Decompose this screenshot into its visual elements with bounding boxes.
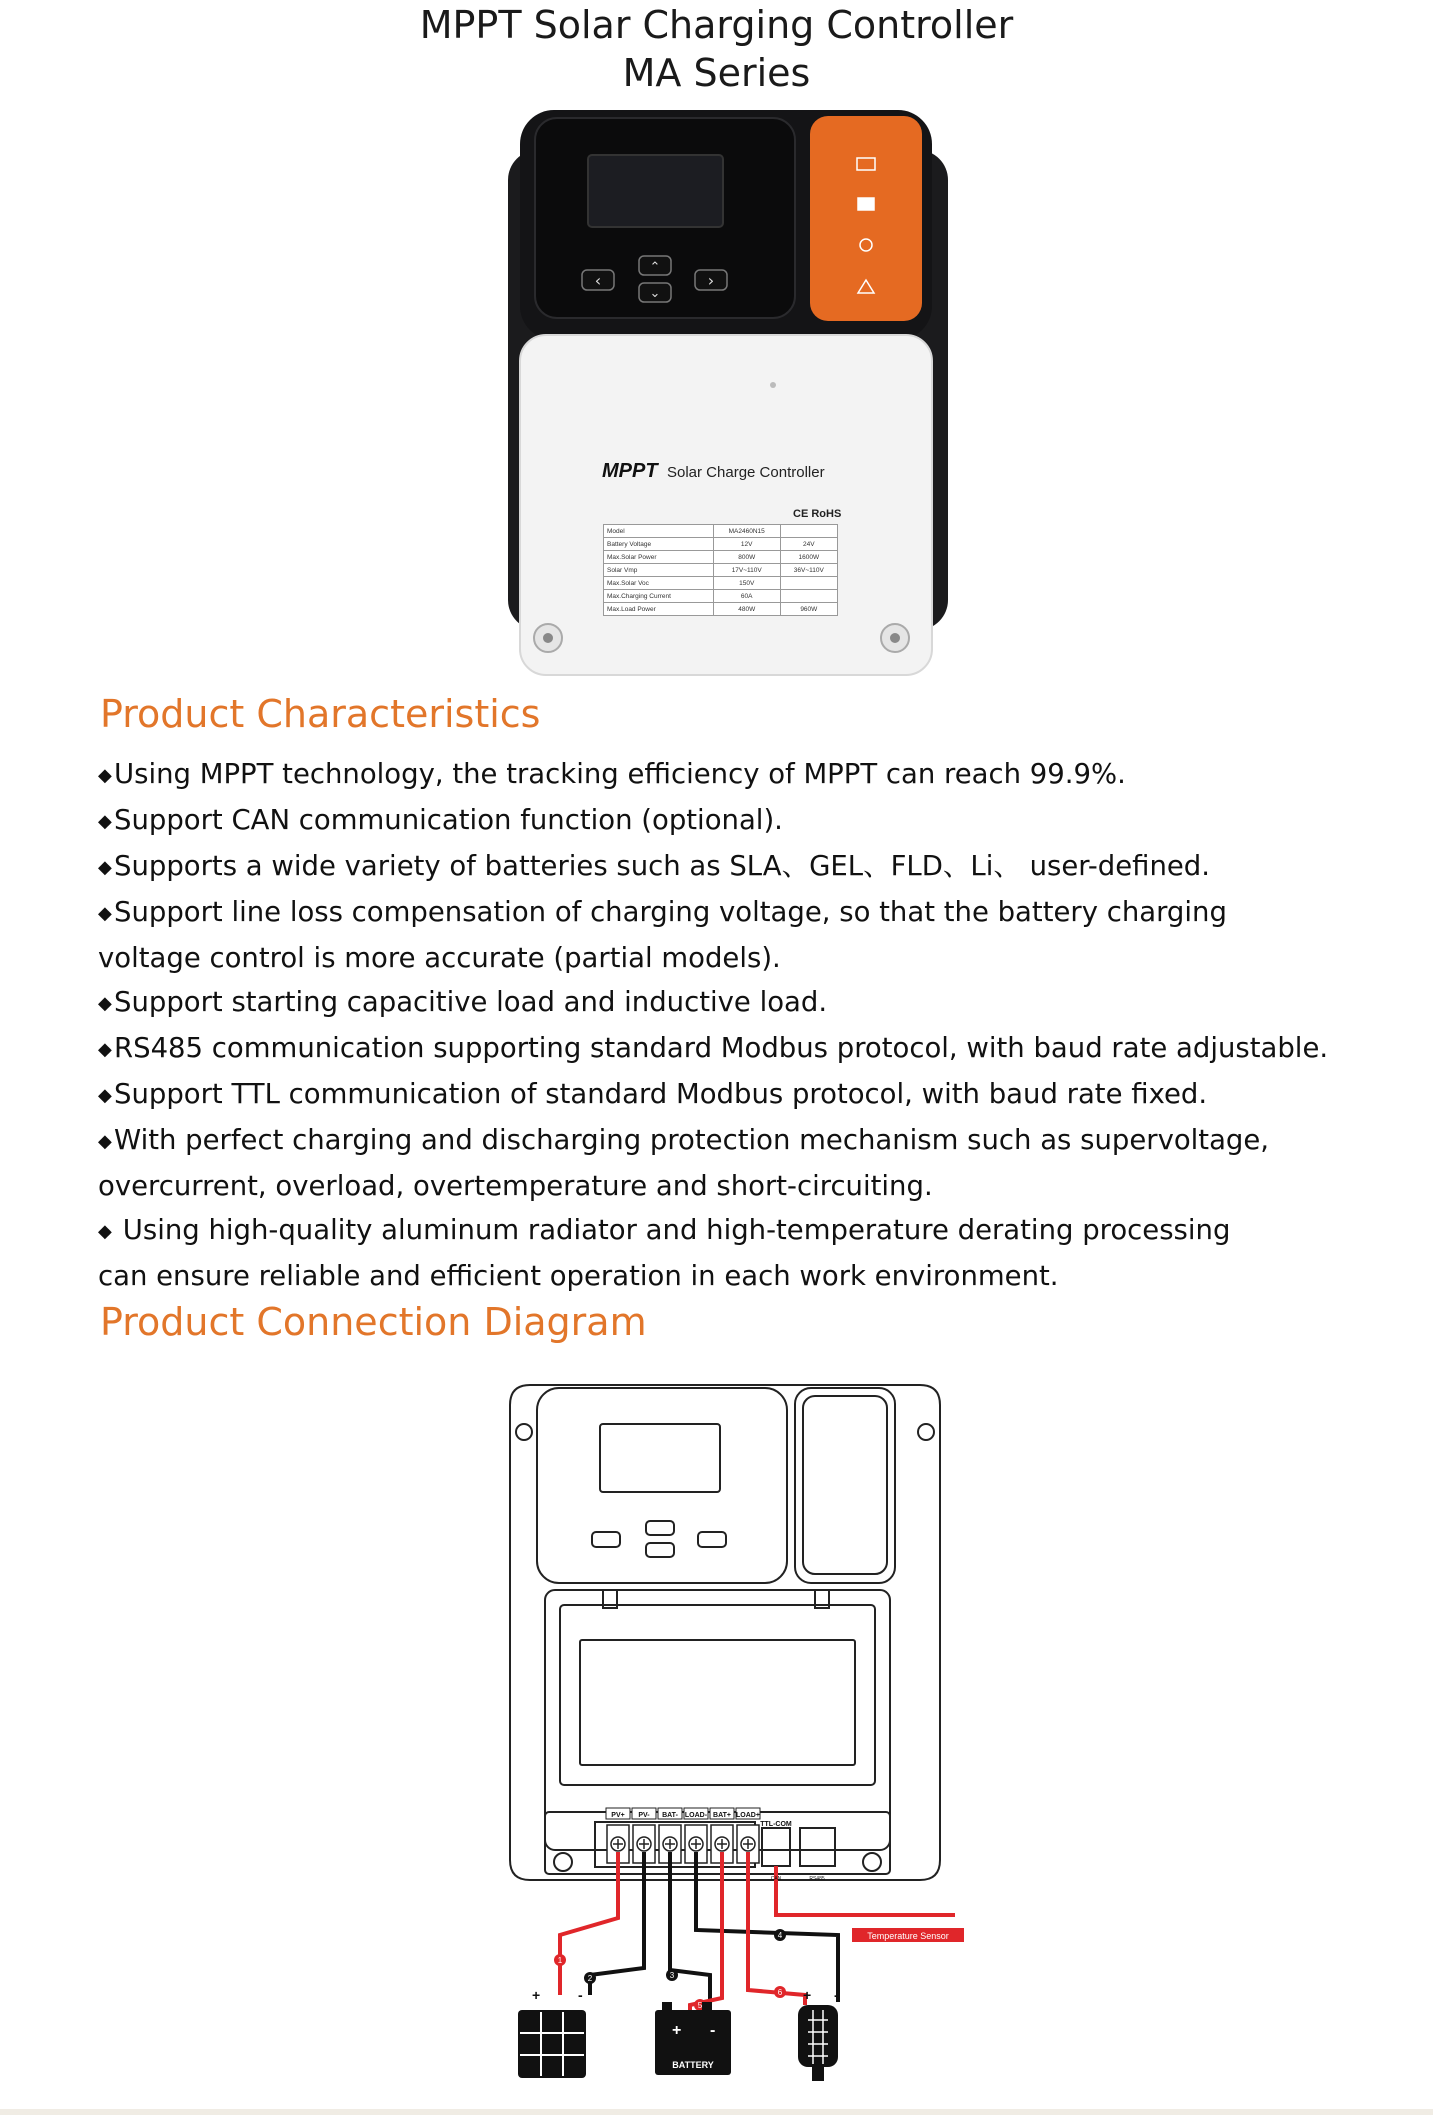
diagram-left-button (592, 1532, 620, 1547)
bullet-icon: ◆ (98, 1131, 112, 1152)
battery-plus: + (672, 2022, 682, 2039)
wire-number: 1 (557, 1956, 563, 1965)
diagram-down-button (646, 1543, 674, 1557)
wire-number: 5 (697, 2001, 703, 2010)
diagram-lcd (600, 1424, 720, 1492)
terminal-label: PV+ (611, 1812, 625, 1819)
diagram-display-panel (537, 1388, 787, 1583)
page-title-line1: MPPT Solar Charging Controller (419, 3, 1014, 47)
spec-cell: Max.Solar Power (604, 551, 714, 564)
diagram-window (580, 1640, 855, 1765)
bullet-icon: ◆ (98, 1039, 112, 1060)
wire-number: 4 (777, 1931, 783, 1940)
bullet-icon: ◆ (98, 1221, 112, 1242)
characteristic-item: can ensure reliable and efficient operation in each work environment. (98, 1260, 1059, 1292)
spec-cell: Battery Voltage (604, 538, 714, 551)
battery-label: BATTERY (672, 2060, 714, 2070)
svg-text:⌃: ⌃ (649, 260, 661, 275)
spec-cell: Max.Charging Current (604, 590, 714, 603)
mount-hole (516, 1424, 532, 1440)
diagram-right-button (698, 1532, 726, 1547)
can-port-label: CAN (770, 1876, 782, 1882)
characteristic-item: ◆Support starting capacitive load and inductive load. (98, 980, 1358, 1026)
characteristic-item: ◆Support line loss compensation of charging voltage, so that the battery charging (98, 890, 1358, 936)
characteristics-heading: Product Characteristics (100, 692, 541, 736)
spec-cell: Max.Solar Voc (604, 577, 714, 590)
page-title-line2: MA Series (622, 51, 811, 95)
wire-number: 6 (777, 1988, 783, 1997)
characteristic-item: voltage control is more accurate (partial models). (98, 942, 781, 974)
bullet-icon: ◆ (98, 993, 112, 1014)
spec-cell: Model (604, 525, 714, 538)
characteristic-item: ◆Using MPPT technology, the tracking efficiency of MPPT can reach 99.9%. (98, 752, 1358, 798)
certification-marks: CE RoHS (793, 508, 842, 520)
bottom-strip (0, 2109, 1433, 2115)
spec-cell: 1600W (780, 551, 837, 564)
bullet-icon: ◆ (98, 811, 112, 832)
temperature-sensor-label: Temperature Sensor (867, 1931, 949, 1941)
ttl-port-label: TTL-COM (760, 1821, 792, 1828)
spec-cell: Solar Vmp (604, 564, 714, 577)
terminal-label: BAT+ (713, 1812, 731, 1819)
terminal-label: LOAD- (684, 1812, 708, 1819)
diagram-screw (863, 1853, 881, 1871)
characteristic-item: ◆Supports a wide variety of batteries such as SLA、GEL、FLD、Li、 user-defined. (98, 844, 1358, 890)
bullet-icon: ◆ (98, 903, 112, 924)
terminal-label: PV- (638, 1812, 650, 1819)
spec-cell: MA2460N15 (713, 525, 780, 538)
svg-text:⌄: ⌄ (649, 286, 661, 301)
spec-cell: 150V (713, 577, 780, 590)
diagram-heading: Product Connection Diagram (100, 1300, 647, 1344)
terminal-label: BAT- (662, 1812, 678, 1819)
polarity-plus: + (803, 1987, 812, 2003)
device-label-brand: MPPT (602, 460, 658, 482)
spec-cell: 24V (780, 538, 837, 551)
characteristic-item: ◆Support CAN communication function (optional). (98, 798, 1358, 844)
diagram-up-button (646, 1521, 674, 1535)
characteristic-item: overcurrent, overload, overtemperature and short-circuiting. (98, 1170, 933, 1202)
svg-text:‹: ‹ (594, 271, 602, 290)
spec-cell: 960W (780, 603, 837, 616)
svg-text:›: › (707, 271, 715, 290)
device-label-subtitle: Solar Charge Controller (667, 464, 825, 481)
polarity-minus: - (834, 1987, 839, 2003)
spec-cell: 12V (713, 538, 780, 551)
bullet-icon: ◆ (98, 857, 112, 878)
rs485-port (800, 1828, 835, 1866)
spec-cell: 480W (713, 603, 780, 616)
spec-cell: 60A (713, 590, 780, 603)
battery-minus: - (710, 2022, 716, 2039)
solar-panel-icon (518, 2010, 586, 2078)
terminal-label: LOAD+ (736, 1812, 760, 1819)
polarity-plus: + (532, 1987, 541, 2003)
spec-cell: 800W (713, 551, 780, 564)
spec-cell: 36V~110V (780, 564, 837, 577)
diagram-screw (554, 1853, 572, 1871)
spec-cell: 17V~110V (713, 564, 780, 577)
characteristic-item: ◆ Using high-quality aluminum radiator and high-temperature derating processing (98, 1208, 1358, 1254)
wire-number: 3 (669, 1971, 675, 1980)
wire-number: 2 (587, 1974, 593, 1983)
spec-cell: Max.Load Power (604, 603, 714, 616)
ttl-port (762, 1828, 790, 1866)
rs485-port-label: RS485 (809, 1876, 825, 1882)
polarity-minus: - (578, 1987, 583, 2003)
characteristic-item: ◆Support TTL communication of standard Modbus protocol, with baud rate fixed. (98, 1072, 1358, 1118)
bullet-icon: ◆ (98, 1085, 112, 1106)
characteristic-item: ◆RS485 communication supporting standard Modbus protocol, with baud rate adjustable. (98, 1026, 1358, 1072)
characteristic-item: ◆With perfect charging and discharging protection mechanism such as supervoltage, (98, 1118, 1358, 1164)
bullet-icon: ◆ (98, 765, 112, 786)
mount-hole (918, 1424, 934, 1440)
load-lamp-icon (798, 2005, 838, 2081)
